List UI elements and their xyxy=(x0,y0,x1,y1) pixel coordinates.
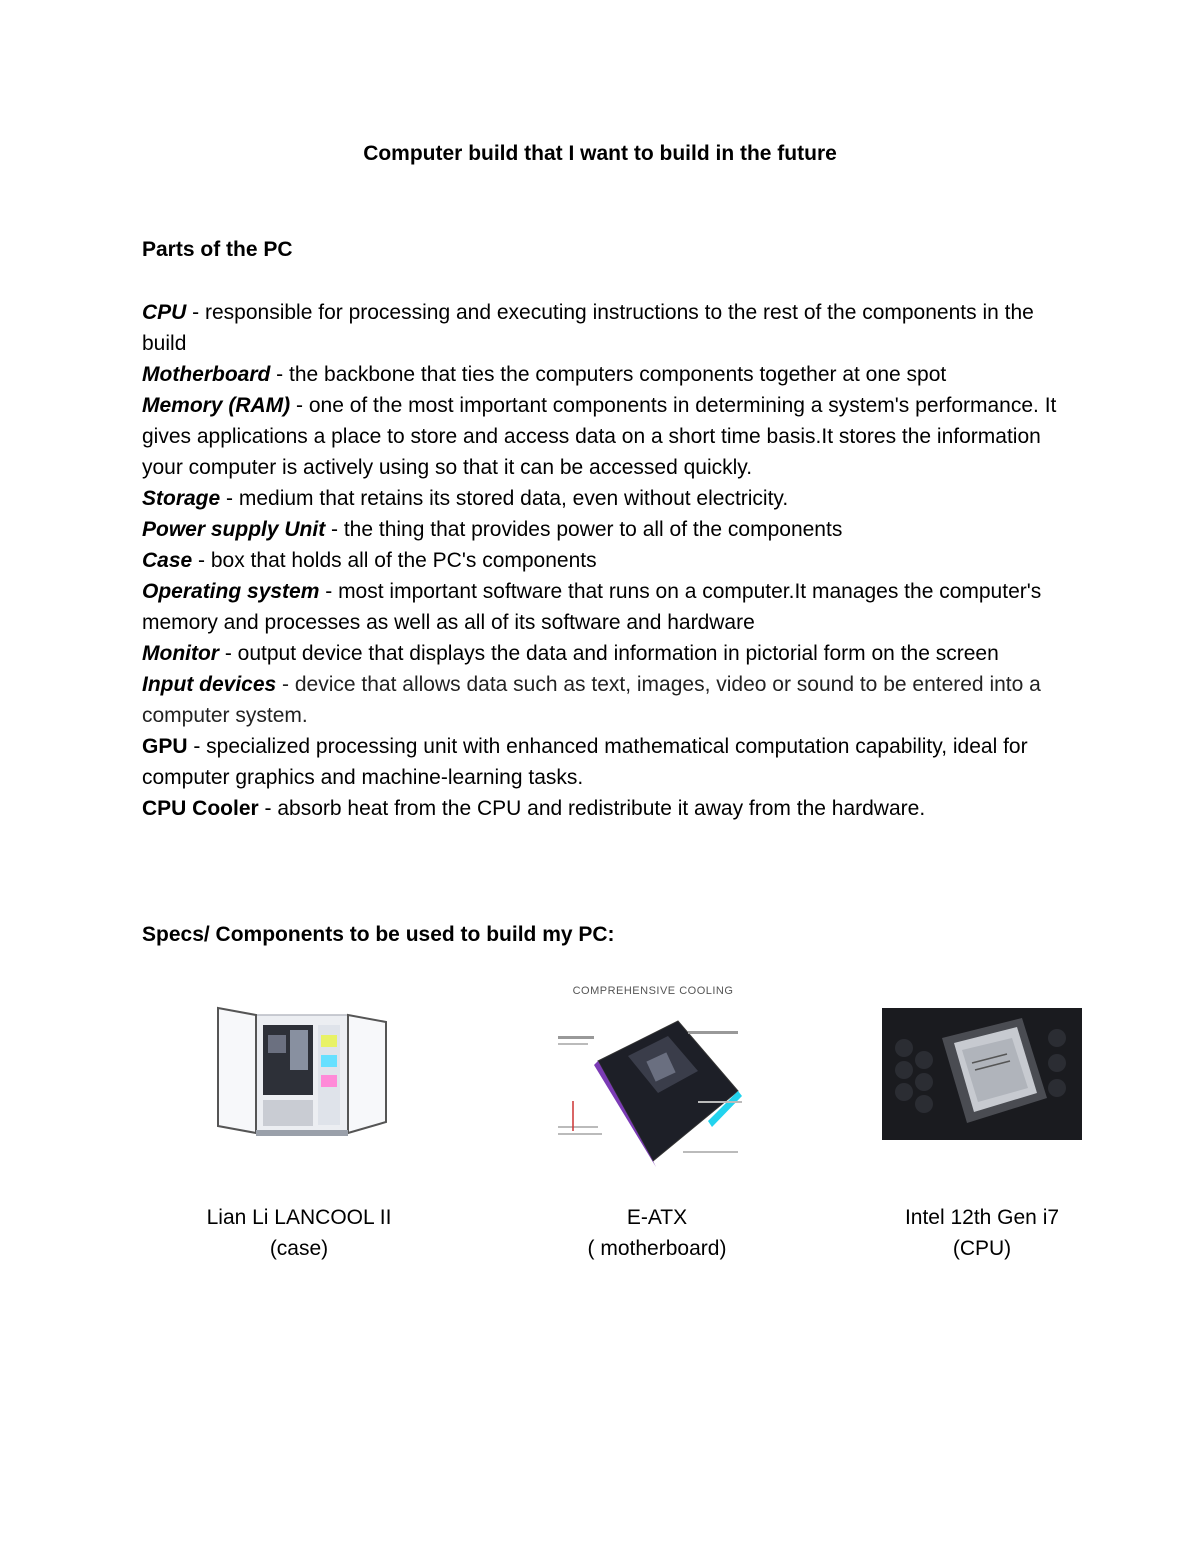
pc-case-image xyxy=(208,1000,388,1145)
parts-heading: Parts of the PC xyxy=(142,238,293,261)
part-description: - specialized processing unit with enhanced mathematical computation capability, ideal for computer graphics and machine-learning tasks. xyxy=(142,735,1028,789)
part-item-case xyxy=(142,545,1072,576)
part-term: Motherboard xyxy=(142,363,271,386)
cpu-image xyxy=(882,1008,1082,1145)
part-description: - absorb heat from the CPU and redistribute it away from the hardware. xyxy=(258,797,926,820)
component-caption-case xyxy=(169,1202,429,1264)
part-item-cpu xyxy=(142,297,1072,359)
part-term: Monitor xyxy=(142,642,219,665)
component-type: (case) xyxy=(269,1237,329,1260)
component-caption-motherboard xyxy=(527,1202,787,1264)
part-item-monitor xyxy=(142,638,1072,669)
component-name: E-ATX xyxy=(626,1206,688,1229)
part-item-storage xyxy=(142,483,1072,514)
specs-heading: Specs/ Components to be used to build my PC: xyxy=(142,923,615,946)
part-description: - most important software that runs on a computer.It manages the computer's memory and processes as well as all of its software and hardware xyxy=(142,580,1042,634)
part-term: Memory (RAM) xyxy=(142,394,291,417)
part-description: - one of the most important components in determining a system's performance. It gives applications a place to store and access data on a short time basis.It stores the information your computer is actively using so that it can be accessed quickly. xyxy=(142,394,1057,479)
part-description: - medium that retains its stored data, even without electricity. xyxy=(220,487,789,510)
part-term: GPU xyxy=(142,735,188,758)
part-item-psu xyxy=(142,514,1072,545)
part-item-cpu-cooler xyxy=(142,793,1072,824)
part-term: Case xyxy=(142,549,193,572)
part-description: - the thing that provides power to all of the components xyxy=(325,518,843,541)
parts-list xyxy=(142,297,1072,824)
component-type: ( motherboard) xyxy=(587,1237,727,1260)
part-item-memory xyxy=(142,390,1072,483)
part-term: CPU xyxy=(142,301,187,324)
motherboard-image-caption: COMPREHENSIVE COOLING xyxy=(572,985,734,997)
document-title: Computer build that I want to build in the future xyxy=(363,142,837,165)
component-name: Intel 12th Gen i7 xyxy=(904,1206,1060,1229)
part-description: - the backbone that ties the computers components together at one spot xyxy=(270,363,947,386)
part-description: - device that allows data such as text, images, video or sound to be entered into a computer system. xyxy=(142,673,1041,727)
part-item-motherboard xyxy=(142,359,1072,390)
part-term: Storage xyxy=(142,487,221,510)
part-term: Operating system xyxy=(142,580,320,603)
part-term: CPU Cooler xyxy=(142,797,259,820)
part-description: - box that holds all of the PC's components xyxy=(192,549,597,572)
component-type: (CPU) xyxy=(952,1237,1012,1260)
component-caption-cpu xyxy=(852,1202,1112,1264)
part-item-os xyxy=(142,576,1072,638)
part-item-gpu xyxy=(142,731,1072,793)
component-name: Lian Li LANCOOL II xyxy=(206,1206,392,1229)
part-description: - output device that displays the data and information in pictorial form on the screen xyxy=(218,642,999,665)
part-description: - responsible for processing and executing instructions to the rest of the components in the build xyxy=(142,301,1034,355)
motherboard-image xyxy=(558,985,748,1171)
part-term: Input devices xyxy=(142,673,277,696)
part-item-input-devices xyxy=(142,669,1072,731)
part-term: Power supply Unit xyxy=(142,518,326,541)
